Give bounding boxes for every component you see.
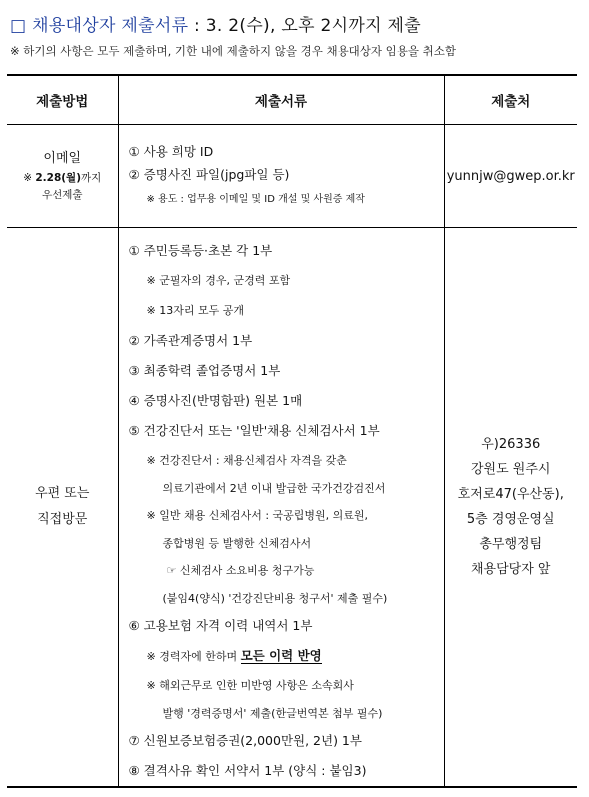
list-item-note: ※ 일반 채용 신체검사서 : 국공립병원, 의료원,: [146, 509, 369, 522]
destination-post-line: 총무행정팀: [479, 537, 543, 552]
list-item: ① 사용 희망 ID: [128, 143, 214, 159]
method-post-line2: 직접방문: [37, 512, 88, 527]
highlight-text: 모든 이력 반영: [240, 648, 322, 663]
documents-table: [7, 74, 577, 788]
destination-post-line: 우)26336: [481, 437, 541, 452]
list-item-subnote: ☞ 신체검사 소요비용 청구가능: [166, 564, 315, 577]
destination-post-line: 채용담당자 앞: [471, 562, 551, 577]
list-item: ⑧ 결격사유 확인 서약서 1부 (양식 : 붙임3): [128, 763, 367, 778]
list-item-note: ※ 용도 : 업무용 이메일 및 ID 개설 및 사원증 제작: [146, 193, 365, 205]
list-item-note-cont: 발행 '경력증명서' 제출(한글번역본 첨부 필수): [162, 707, 383, 720]
page-title: [10, 11, 585, 36]
list-item-note: ※ 건강진단서 : 채용신체검사 자격을 갖춘: [146, 454, 347, 467]
list-item: ⑥ 고용보험 자격 이력 내역서 1부: [128, 618, 313, 633]
method-post-line1: 우편 또는: [35, 486, 90, 501]
list-item: ③ 최종학력 졸업증명서 1부: [128, 363, 281, 378]
destination-post-line: 5층 경영운영실: [466, 512, 555, 527]
header-documents: 제출서류: [118, 75, 444, 125]
destination-post: [444, 228, 577, 788]
title-heading: 채용대상자 제출서류: [32, 16, 189, 36]
header-method: 제출방법: [7, 75, 118, 125]
list-item-note-cont: 의료기관에서 2년 이내 발급한 국가건강검진서: [162, 482, 386, 495]
list-item: ④ 증명사진(반명함판) 원본 1매: [128, 393, 303, 408]
destination-email: yunnjw@gwep.or.kr: [444, 125, 577, 228]
method-email: 이메일: [43, 151, 82, 166]
destination-post-line: 호저로47(우산동),: [457, 487, 564, 502]
list-item-note: ※ 군필자의 경우, 군경력 포함: [146, 274, 291, 287]
title-deadline: : 3. 2(수), 오후 2시까지 제출: [194, 16, 421, 36]
note-text: ※ 경력자에 한하며: [146, 650, 238, 663]
list-item-note-cont: 종합병원 등 발행한 신체검사서: [162, 537, 312, 550]
destination-post-line: 강원도 원주시: [471, 462, 551, 477]
documents-email-cell: [118, 125, 444, 228]
header-destination: 제출처: [444, 75, 577, 125]
list-item-note: ※ 해외근무로 인한 미반영 사항은 소속회사: [146, 679, 354, 692]
checkbox-icon: □: [10, 16, 27, 36]
method-email-cell: [7, 125, 118, 228]
list-item-subnote-cont: (붙임4(양식) '건강진단비용 청구서' 제출 필수): [162, 592, 388, 605]
list-item-note: ※ 13자리 모두 공개: [146, 304, 244, 317]
table-row-post: [7, 228, 577, 788]
method-email-until: 까지: [81, 172, 102, 184]
table-row-email: [7, 125, 577, 228]
method-post-cell: [7, 228, 118, 788]
list-item-note: [129, 641, 444, 671]
submission-note: ※ 하기의 사항은 모두 제출하며, 기한 내에 제출하지 않을 경우 채용대상자 임용을 취소함: [10, 44, 456, 58]
list-item: ② 증명사진 파일(jpg파일 등): [128, 166, 290, 182]
list-item: ⑤ 건강진단서 또는 '일반'채용 신체검사서 1부: [128, 423, 380, 438]
list-item: ⑦ 신원보증보험증권(2,000만원, 2년) 1부: [128, 733, 362, 748]
list-item: ① 주민등록등·초본 각 1부: [128, 243, 273, 258]
documents-post-cell: [118, 228, 444, 788]
method-email-date: 2.28(월): [35, 172, 81, 184]
method-email-note: [7, 170, 118, 187]
table-header-row: [7, 75, 577, 125]
note-mark-icon: ※: [23, 172, 32, 184]
list-item: ② 가족관계증명서 1부: [128, 333, 253, 348]
method-email-priority: 우선제출: [41, 189, 83, 201]
